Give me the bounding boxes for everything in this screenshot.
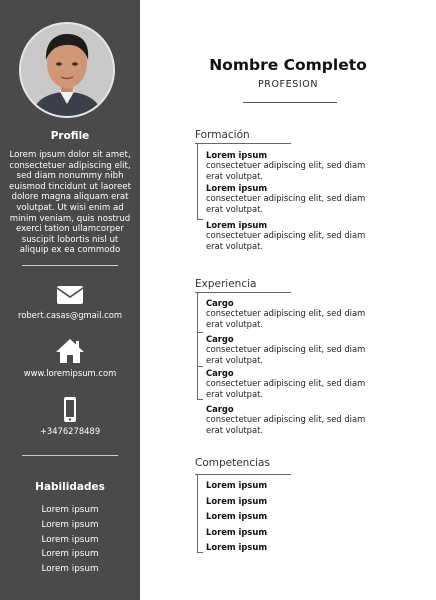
entry-text: erat volutpat. (206, 240, 264, 251)
envelope-icon (54, 282, 86, 310)
formacion-entry (206, 150, 376, 181)
section-underline (195, 292, 291, 293)
entry-title: Cargo (206, 334, 234, 344)
entry-text: consectetuer adipiscing elit, sed diam (206, 193, 366, 204)
bracket-tick (197, 399, 203, 400)
competencia-item: Lorem ipsum (206, 480, 268, 490)
bracket-tick (197, 332, 203, 333)
entry-text: erat volutpat. (206, 170, 264, 181)
entry-text: consectetuer adipiscing elit, sed diam (206, 378, 366, 389)
section-bracket (197, 292, 198, 399)
home-icon (54, 337, 86, 365)
skills-heading: Habilidades (35, 481, 105, 493)
skill-item: Lorem ipsum (41, 564, 99, 575)
formacion-title: Formación (195, 129, 250, 141)
experiencia-entry (206, 404, 376, 435)
section-bracket (197, 143, 198, 219)
entry-title: Lorem ipsum (206, 183, 268, 193)
experiencia-entry (206, 368, 376, 399)
profile-photo (19, 22, 115, 118)
entry-text: consectetuer adipiscing elit, sed diam (206, 160, 366, 171)
entry-text: erat volutpat. (206, 388, 264, 399)
entry-title: Lorem ipsum (206, 220, 268, 230)
phone-icon (54, 396, 86, 424)
skill-item: Lorem ipsum (41, 519, 99, 530)
skill-item: Lorem ipsum (41, 505, 99, 515)
entry-text: consectetuer adipiscing elit, sed diam (206, 230, 366, 241)
formacion-entry (206, 183, 376, 214)
entry-title: Lorem ipsum (206, 150, 268, 160)
entry-text: erat volutpat. (206, 354, 264, 365)
bracket-tick (197, 366, 203, 367)
skill-item: Lorem ipsum (41, 549, 99, 560)
section-bracket (197, 474, 198, 552)
profile-text: Lorem ipsum dolor sit amet, consectetuer adipiscing elit, sed diam nonummy nibh euismod tincidunt ut laoreet dolore magna aliquam erat volutpat. Ut wisi enim ad minim veniam, quis nostrud exerci tation ullamcorper suscipit lobortis nisl ut aliquip ex ea commodo (9, 150, 131, 256)
entry-title: Cargo (206, 368, 234, 378)
experiencia-title: Experiencia (195, 278, 257, 290)
entry-text: erat volutpat. (206, 318, 264, 329)
section-underline (195, 143, 291, 144)
full-name: Nombre Completo (209, 56, 367, 74)
divider (22, 265, 118, 266)
entry-title: Cargo (206, 298, 234, 308)
entry-text: consectetuer adipiscing elit, sed diam (206, 308, 366, 319)
entry-text: erat volutpat. (206, 203, 264, 214)
formacion-entry (206, 220, 376, 251)
header-divider (243, 102, 337, 103)
profile-heading: Profile (50, 130, 90, 142)
competencia-item: Lorem ipsum (206, 542, 268, 552)
bracket-tick (197, 552, 203, 553)
skills-list (0, 503, 140, 577)
profession: PROFESION (257, 79, 319, 90)
entry-title: Cargo (206, 404, 234, 414)
bracket-tick (197, 219, 203, 220)
competencias-title: Competencias (195, 457, 270, 469)
experiencia-entry (206, 334, 376, 365)
competencia-item: Lorem ipsum (206, 496, 268, 506)
entry-text: consectetuer adipiscing elit, sed diam (206, 344, 366, 355)
competencia-item: Lorem ipsum (206, 511, 268, 521)
website-text[interactable]: www.loremipsum.com (23, 368, 117, 378)
email-text[interactable]: robert.casas@gmail.com (17, 310, 123, 320)
entry-text: erat volutpat. (206, 424, 264, 435)
entry-text: consectetuer adipiscing elit, sed diam (206, 414, 366, 425)
competencia-item: Lorem ipsum (206, 527, 268, 537)
experiencia-entry (206, 298, 376, 329)
divider (22, 455, 118, 456)
phone-text[interactable]: +3476278489 (39, 426, 101, 436)
sidebar (0, 0, 140, 600)
skill-item: Lorem ipsum (41, 534, 99, 545)
section-underline (195, 474, 291, 475)
